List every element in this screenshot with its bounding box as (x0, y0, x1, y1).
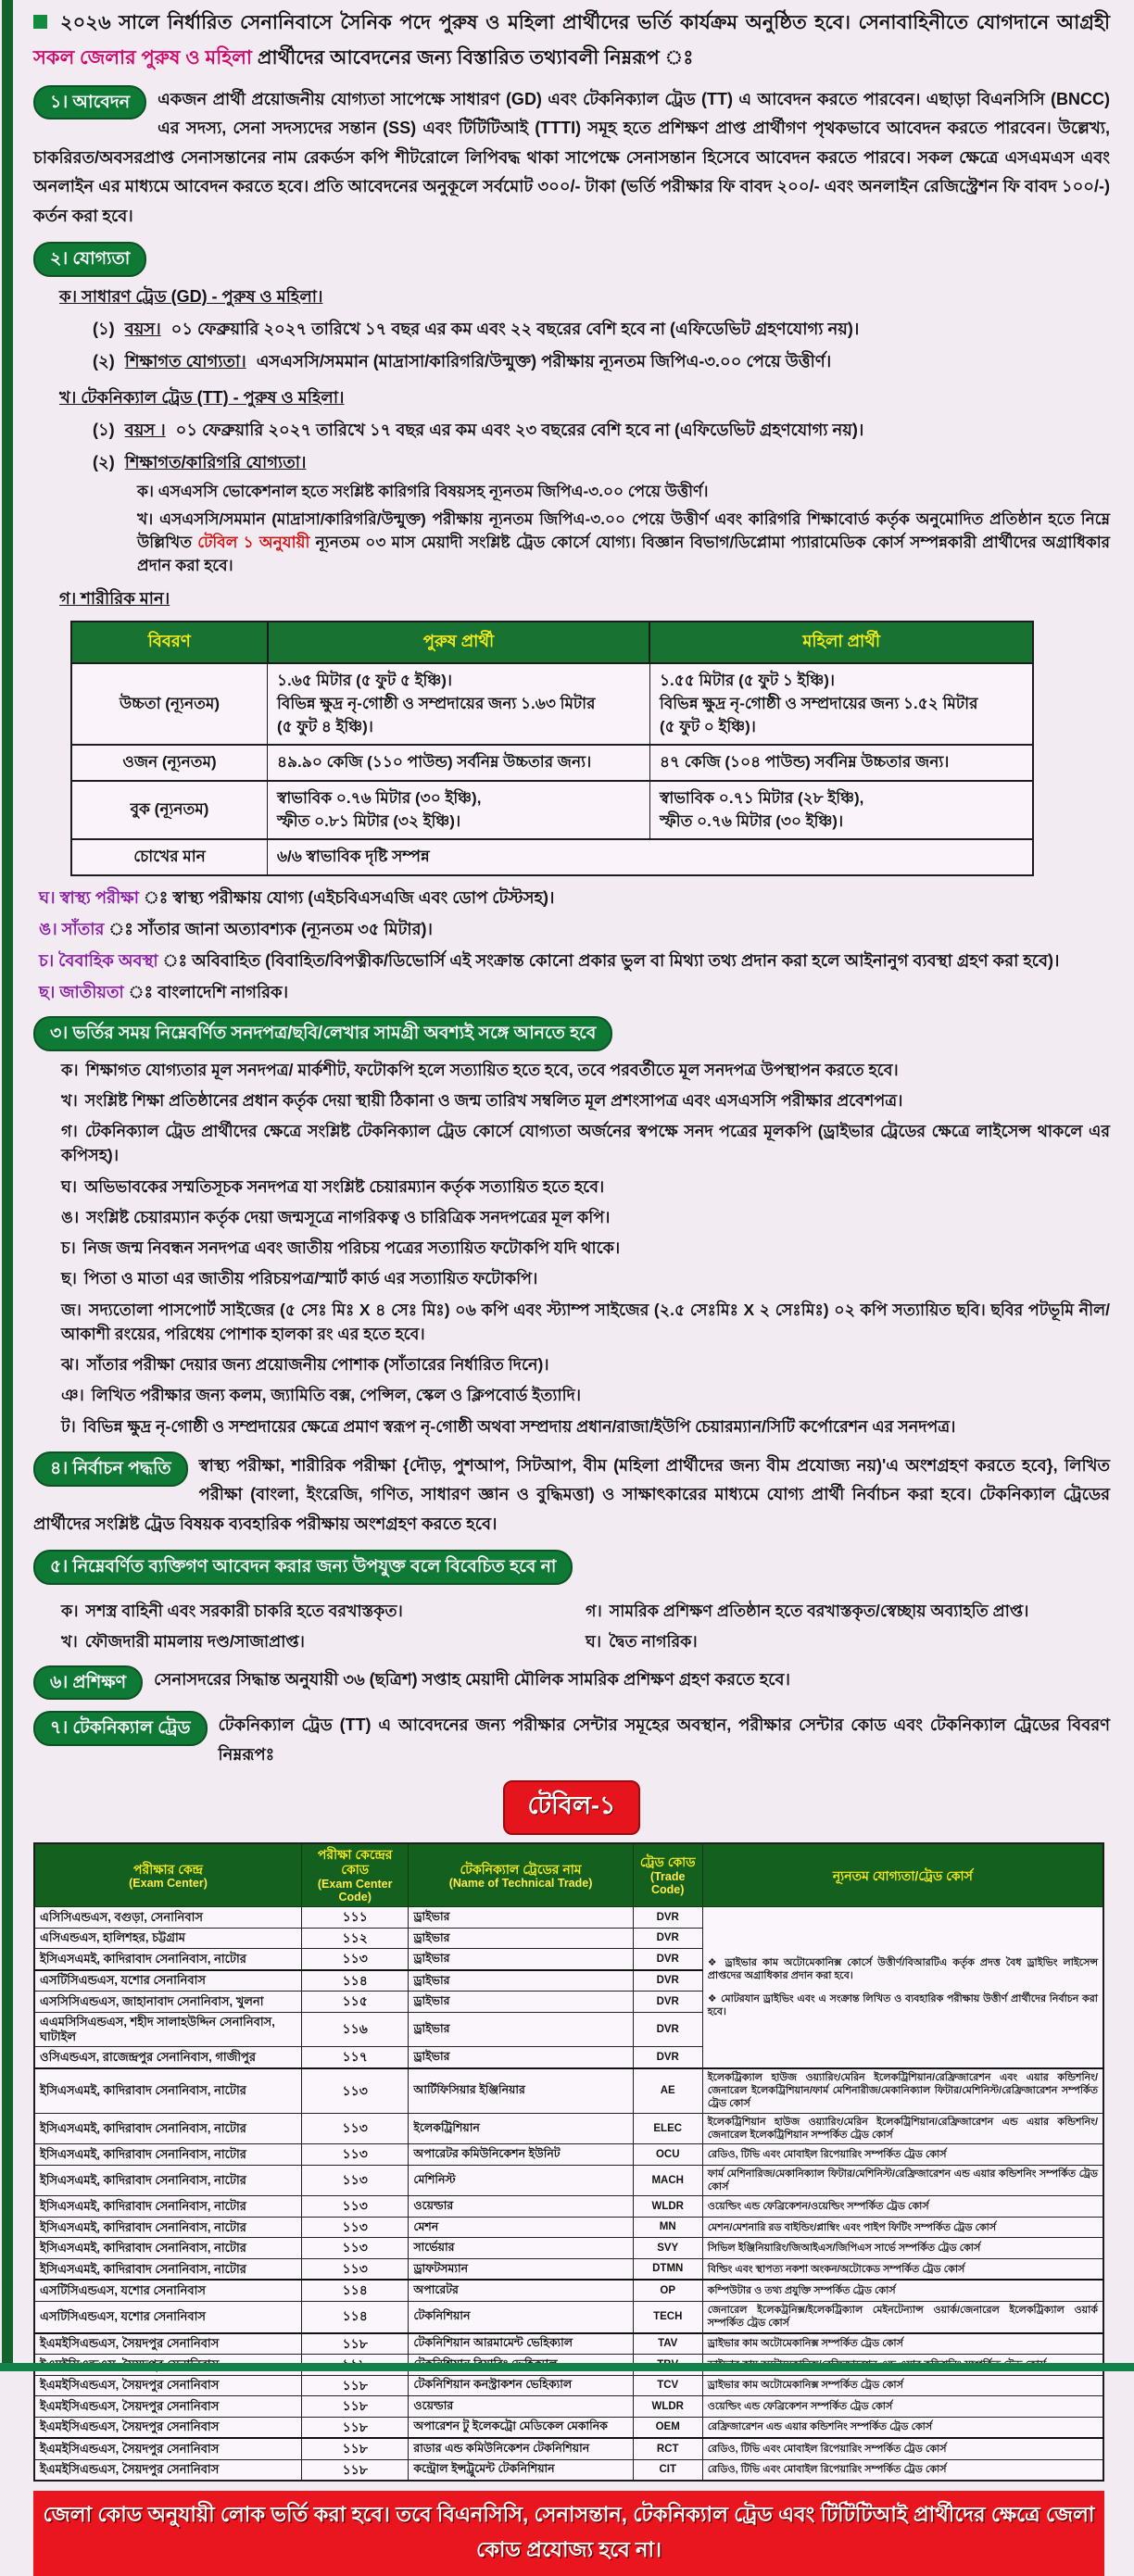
exam-table-col-header: পরীক্ষা কেন্দ্রের কোড (Exam Center Code) (302, 1843, 409, 1906)
center-code-cell: ১১৩ (302, 2196, 409, 2218)
center-code-cell: ১১৪ (302, 2301, 409, 2332)
exam-center-cell: ইসিএসএমই, কাদিরাবাদ সেনানিবাস, নাটোর (34, 2196, 302, 2218)
center-code-cell: ১১৩ (302, 2113, 409, 2144)
list-item (61, 1236, 1110, 1260)
exam-center-cell: এসটিসিএন্ডএস, যশোর সেনানিবাস (34, 2301, 302, 2332)
trade-name-cell: টেকনিশিয়ান কনস্ট্রাকশন ভেহিক্যাল (409, 2375, 633, 2396)
exam-center-cell: ইসিএসএমই, কাদিরাবাদ সেনানিবাস, নাটোর (34, 2217, 302, 2238)
list-item-key: ঝ। (61, 1355, 80, 1375)
center-code-cell: ১১৪ (302, 2280, 409, 2301)
list-item-text: লিখিত পরীক্ষার জন্য কলম, জ্যামিতি বক্স, পেন্সিল, স্কেল ও ক্লিপবোর্ড ইত্যাদি। (91, 1386, 582, 1405)
tt-edu-title: (২) শিক্ষাগত/কারিগরি যোগ্যতা। (93, 452, 307, 471)
list-item-text: সংশ্লিষ্ট শিক্ষা প্রতিষ্ঠানের প্রধান কর্তৃক দেয়া স্থায়ী ঠিকানা ও জন্ম তারিখ সম্বলিত মূল প্রশংসাপত্র এবং এসএসসি পরীক্ষার প্রবেশপত্র। (84, 1090, 903, 1110)
list-item-key: খ। (61, 1632, 78, 1652)
page-bottom-border (0, 2363, 1134, 2371)
notice-content (33, 6, 1110, 2576)
eligibility-extra-item (39, 886, 1110, 911)
eligibility-extra-item (39, 917, 1110, 942)
section-7-body: টেকনিক্যাল ট্রেড (TT) এ আবেদনের জন্য পরীক্ষার সেন্টার সমূহের অবস্থান, পরীক্ষার সেন্টার কোড এবং টেকনিক্যাল ট্রেডের বিবরণ নিম্নরূপঃ (218, 1715, 1110, 1764)
trade-name-cell: অপারেটর কমিউনিকেশন ইউনিট (409, 2144, 633, 2166)
trade-name-cell: টেকনিশিয়ান আরমামেন্ট ভেহিক্যাল (409, 2333, 633, 2355)
extra-item-text: ঃ অবিবাহিত (বিবাহিত/বিপত্নীক/ডিভোর্সি এই সংক্রান্ত কোনো প্রকার ভুল বা মিথ্যা তথ্য প্রদান করা হলে আইনানুগ ব্যবস্থা গ্রহণ করা হবে)। (187, 950, 1060, 970)
physical-table-col-header: পুরুষ প্রার্থী (268, 622, 650, 663)
section-6-body: সেনাসদরের সিদ্ধান্ত অনুযায়ী ৩৬ (ছত্রিশ) সপ্তাহ মেয়াদী মৌলিক সামরিক প্রশিক্ষণ গ্রহণ করতে হবে। (154, 1669, 790, 1689)
trade-code-cell: DVR (633, 1928, 702, 1949)
list-item-key: ছ। (61, 1269, 77, 1288)
exam-center-trade-table (33, 1842, 1104, 2482)
list-item-key: খ। (61, 1090, 78, 1110)
tt-age: (১) বয়স । ০১ ফেব্রুয়ারি ২০২৭ তারিখে ১৭ বছর এর কম এবং ২৩ বছরের বেশি হবে না (এফিডেভিট গ্রহণযোগ্য নয়)। (93, 420, 864, 439)
qualification-cell: কম্পিউটার ও তথ্য প্রযুক্তি সম্পর্কিত ট্রেড কোর্স (702, 2280, 1103, 2301)
list-item (61, 1058, 1110, 1082)
physical-female-value: ১.৫৫ মিটার (৫ ফুট ১ ইঞ্চি)। বিভিন্ন ক্ষুদ্র নৃ-গোষ্ঠী ও সম্প্রদায়ের জন্য ১.৫২ মিটার (৫ ফুট ০ ইঞ্চি)। (649, 663, 1033, 745)
exam-table-col-header: ট্রেড কোড (Trade Code) (633, 1843, 702, 1906)
qualification-cell: ইলেকট্রিক্যাল হাউজ ওয়্যারিং/মেরিন ইলেকট্রিশিয়ান/রেফ্রিজারেশন এবং এয়ার কন্ডিশনিং/জেনারেল ইলেকট্রিশিয়ান/ফার্ম মেশিনারীজ/মেকানিক্যাল ফিটার/মেশিনিস্ট/রেফ্রিজারেশন সম্পর্কিত ট্রেড কোর্স (702, 2068, 1103, 2113)
exam-center-cell: ইসিএসএমই, কাদিরাবাদ সেনানিবাস, নাটোর (34, 2258, 302, 2280)
list-item-text: ফৌজদারী মামলায় দণ্ড/সাজাপ্রাপ্ত। (84, 1632, 305, 1652)
center-code-cell: ১১৩ (302, 2258, 409, 2280)
trade-code-cell: TCV (633, 2375, 702, 2396)
center-code-cell: ১১৩ (302, 2068, 409, 2113)
trade-name-cell: টেকনিশিয়ান (409, 2301, 633, 2332)
exam-table-row (34, 2417, 1103, 2438)
list-item-text: শিক্ষাগত যোগ্যতার মূল সনদপত্র/ মার্কশীট, ফটোকপি হলে সত্যায়িত হতে হবে, তবে পরবর্তীতে মূল সনদপত্র উপস্থাপন করতে হবে। (85, 1060, 899, 1079)
intro-line1: ২০২৬ সালে নির্ধারিত সেনানিবাসে সৈনিক পদে পুরুষ ও মহিলা প্রার্থীদের ভর্তি কার্যক্রম অনুষ্ঠিত হবে। সেনাবাহিনীতে যোগদানে আগ্রহী (60, 12, 1110, 33)
trade-code-cell: OCU (633, 2144, 702, 2166)
list-item (61, 1088, 1110, 1112)
exam-table-row (34, 2144, 1103, 2166)
square-bullet-icon (33, 15, 47, 29)
list-item (61, 1629, 563, 1653)
section-5-right-column (586, 1592, 1110, 1654)
center-code-cell: ১১৮ (302, 2333, 409, 2355)
list-item (61, 1298, 1110, 1347)
list-item-text: অভিভাবকের সম্মতিসূচক সনদপত্র যা সংশ্লিষ্ট চেয়ারম্যান কর্তৃক সত্যায়িত হতে হবে। (84, 1176, 605, 1196)
trade-code-cell: DVR (633, 1970, 702, 1992)
trade-code-cell: OEM (633, 2417, 702, 2438)
exam-center-cell: ইসিএসএমই, কাদিরাবাদ সেনানিবাস, নাটোর (34, 2144, 302, 2166)
qualification-cell: ইলেকট্রিশিয়ান হাউজ ওয়্যারিং/মেরিন ইলেকট্রিশিয়ান/রেফ্রিজারেশন এন্ড এয়ার কন্ডিশনিং/জেনারেল ইলেকট্রিশিয়ান সম্পর্কিত ট্রেড কোর্স (702, 2113, 1103, 2144)
trade-code-cell: OP (633, 2280, 702, 2301)
intro-highlight: সকল জেলার পুরুষ ও মহিলা (33, 46, 252, 69)
extra-item-key: ছ। (39, 982, 60, 1001)
list-item-text: সাঁতার পরীক্ষা দেয়ার জন্য প্রয়োজনীয় পোশাক (সাঁতারের নির্ধারিত দিনে)। (86, 1355, 549, 1375)
extra-item-label: বৈবাহিক অবস্থা (58, 950, 158, 970)
extra-item-key: চ। (39, 950, 59, 970)
table1-reference: টেবিল ১ অনুযায়ী (197, 534, 310, 552)
list-item-key: ট। (61, 1416, 76, 1436)
section-6 (33, 1665, 1110, 1703)
trade-name-cell: ড্রাফটসম্যান (409, 2258, 633, 2280)
trade-code-cell: MN (633, 2217, 702, 2238)
exam-table-header-row (34, 1843, 1103, 1906)
section-7-heading: ৭। টেকনিক্যাল ট্রেড (33, 1711, 208, 1746)
trade-name-cell: ড্রাইভার (409, 1928, 633, 1949)
list-item-text: সংশ্লিষ্ট চেয়ারম্যান কর্তৃক দেয়া জন্মসূত্রে নাগরিকত্ব ও চারিত্রিক সনদপত্রের মূল কপি। (86, 1207, 611, 1226)
center-code-cell: ১১১ (302, 1907, 409, 1929)
physical-row-label: বুক (ন্যূনতম) (71, 781, 268, 839)
trade-code-cell: DVR (633, 1992, 702, 2013)
qualification-cell: সিভিল ইঞ্জিনিয়ারিং/জিআইএস/জিপিএস সার্ভে সম্পর্কিত ট্রেড কোর্স (702, 2238, 1103, 2259)
exam-center-cell: এএমসিসিএন্ডএস, শহীদ সালাহউদ্দিন সেনানিবাস, ঘাটাইল (34, 2012, 302, 2047)
exam-table-row (34, 2238, 1103, 2259)
tt-edu-item-b: খ। এসএসসি/সমমান (মাদ্রাসা/কারিগরি/উন্মুক্ত) পরীক্ষায় ন্যূনতম জিপিএ-৩.০০ পেয়ে উত্তীর্ণ এবং কারিগরি শিক্ষাবোর্ড কর্তৃক অনুমোদিত প্রতিষ্ঠান হতে নিম্নে উল্লিখিত টেবিল ১ অনুযায়ী ন্যূনতম ০৩ মাস মেয়াদী সংশ্লিষ্ট ট্রেড কোর্সে যোগ্য। বিজ্ঞান বিভাগ/ডিপ্লোমা প্যারামেডিক কোর্স সম্পন্নকারী প্রার্থীদের অগ্রাধিকার প্রদান করা হবে। (137, 510, 1110, 574)
exam-table-row (34, 2113, 1103, 2144)
qualification-cell: রেডিও, টিভি এবং মোবাইল রিপেয়ারিং সম্পর্কিত ট্রেড কোর্স (702, 2459, 1103, 2481)
exam-table-row (34, 2217, 1103, 2238)
eligibility-extra-item (39, 980, 1110, 1005)
exam-center-cell: ইএমইসিএন্ডএস, সৈয়দপুর সেনানিবাস (34, 2459, 302, 2481)
qualification-cell: রেডিও, টিভি এবং মোবাইল রিপেয়ারিং সম্পর্কিত ট্রেড কোর্স (702, 2144, 1103, 2166)
list-item-text: পিতা ও মাতা এর জাতীয় পরিচয়পত্র/স্মার্ট কার্ড এর সত্যায়িত ফটোকপি। (83, 1269, 538, 1288)
section-4-heading: ৪। নির্বাচন পদ্ধতি (33, 1451, 188, 1487)
exam-center-cell: এসসিসিএন্ডএস, জাহানাবাদ সেনানিবাস, খুলনা (34, 1992, 302, 2013)
qualification-cell: ড্রাইভার কাম অটোমেকানিক্স সম্পর্কিত ট্রেড কোর্স (702, 2375, 1103, 2396)
exam-table-row (34, 2165, 1103, 2196)
trade-code-cell: TECH (633, 2301, 702, 2332)
physical-male-value: ৪৯.৯০ কেজি (১১০ পাউন্ড) সর্বনিম্ন উচ্চতার জন্য। (268, 745, 650, 781)
qualification-cell: ওয়েল্ডিং এন্ড ফেব্রিকেশন সম্পর্কিত ট্রেড কোর্স (702, 2396, 1103, 2418)
section-2-heading: ২। যোগ্যতা (33, 242, 146, 277)
list-item-key: ঙ। (61, 1207, 80, 1226)
physical-male-value: স্বাভাবিক ০.৭৬ মিটার (৩০ ইঞ্চি), স্ফীত ০.৮১ মিটার (৩২ ইঞ্চি)। (268, 781, 650, 839)
list-item-text: সামরিক প্রশিক্ষণ প্রতিষ্ঠান হতে বরখাস্তকৃত/স্বেচ্ছায় অব্যাহতি প্রাপ্ত। (609, 1602, 1029, 1621)
trade-name-cell: অপারেটর (409, 2280, 633, 2301)
exam-table-row (34, 2196, 1103, 2218)
section-5-columns (61, 1592, 1110, 1654)
physical-row-label: চোখের মান (71, 839, 268, 875)
physical-table-row (71, 781, 1033, 839)
intro-paragraph (33, 6, 1110, 76)
tt-title: খ। টেকনিক্যাল ট্রেড (TT) - পুরুষ ও মহিলা। (59, 387, 345, 407)
exam-center-cell: ইসিএসএমই, কাদিরাবাদ সেনানিবাস, নাটোর (34, 2113, 302, 2144)
exam-center-cell: এসিএন্ডএস, হালিশহর, চট্টগ্রাম (34, 1928, 302, 1949)
trade-code-cell: SVY (633, 2238, 702, 2259)
trade-code-cell: AE (633, 2068, 702, 2113)
section-5 (33, 1550, 1110, 1653)
trade-code-cell: WLDR (633, 2396, 702, 2418)
trade-code-cell: CIT (633, 2459, 702, 2481)
section-5-heading: ৫। নিম্নেবর্ণিত ব্যক্তিগণ আবেদন করার জন্য উপযুক্ত বলে বিবেচিত হবে না (33, 1550, 573, 1585)
center-code-cell: ১১৭ (302, 2047, 409, 2068)
extra-item-text: ঃ বাংলাদেশি নাগরিক। (153, 982, 289, 1001)
qualification-cell: মেশন/মেশনারি রড বাইন্ডিং/প্লাম্বিং এবং পাইপ ফিটিং সম্পর্কিত ট্রেড কোর্স (702, 2217, 1103, 2238)
list-item-key: ক। (61, 1602, 79, 1621)
gd-age: (১) বয়স। ০১ ফেব্রুয়ারি ২০২৭ তারিখে ১৭ বছর এর কম এবং ২২ বছরের বেশি হবে না (এফিডেভিট গ্রহণযোগ্য নয়)। (93, 319, 860, 338)
list-item-key: ঞ। (61, 1386, 84, 1405)
physical-table-col-header: বিবরণ (71, 622, 268, 663)
exam-table-row (34, 2375, 1103, 2396)
list-item-key: ঘ। (61, 1176, 78, 1196)
section-3-heading: ৩। ভর্তির সময় নিম্নেবর্ণিত সনদপত্র/ছবি/লেখার সামগ্রী অবশ্যই সঙ্গে আনতে হবে (33, 1016, 612, 1051)
center-code-cell: ১১৩ (302, 2144, 409, 2166)
section-1 (33, 85, 1110, 232)
trade-name-cell: ওয়েল্ডার (409, 2196, 633, 2218)
eligibility-extra-item (39, 949, 1110, 974)
trade-name-cell: ড্রাইভার (409, 2012, 633, 2047)
center-code-cell: ১১৩ (302, 2238, 409, 2259)
list-item (61, 1599, 563, 1623)
page-left-border (2, 0, 13, 2371)
exam-center-cell: এসটিসিএন্ডএস, যশোর সেনানিবাস (34, 1970, 302, 1992)
list-item-key: ঘ। (586, 1632, 602, 1652)
trade-code-cell: DVR (633, 2012, 702, 2047)
exam-table-row (34, 2333, 1103, 2355)
list-item-text: টেকনিক্যাল ট্রেড প্রার্থীদের ক্ষেত্রে সংশ্লিষ্ট টেকনিক্যাল ট্রেড কোর্সে যোগ্যতা অর্জনের স্বপক্ষে সনদ পত্রের মূলকপি (ড্রাইভার ট্রেডের ক্ষেত্রে লাইসেন্স থাকলে এর কপিসহ)। (61, 1122, 1110, 1165)
intro-line2: প্রার্থীদের আবেদনের জন্য বিস্তারিত তথ্যাবলী নিম্নরূপ ঃ (252, 46, 694, 69)
list-item (61, 1266, 1110, 1290)
extra-item-label: স্বাস্থ্য পরীক্ষা (59, 887, 139, 907)
section-6-heading: ৬। প্রশিক্ষণ (33, 1665, 143, 1701)
qualification-cell-merged: ❖ ড্রাইভার কাম অটোমেকানিক্স কোর্সে উত্তীর্ণ/বিআরটিএ কর্তৃক প্রদত্ত বৈধ ড্রাইভিং লাইসেন্স প্রাপ্তদের অগ্রাধিকার প্রদান করা হবে। ❖ মোটরযান ড্রাইভিং এবং এ সংক্রান্ত লিখিত ও ব্যবহারিক পরীক্ষায় উত্তীর্ণ প্রার্থীদের নির্বাচন করা হবে। (702, 1907, 1103, 2068)
exam-center-cell: ওসিএন্ডএস, রাজেন্দ্রপুর সেনানিবাস, গাজীপুর (34, 2047, 302, 2068)
trade-code-cell: WLDR (633, 2196, 702, 2218)
list-item (61, 1175, 1110, 1199)
physical-female-value: স্বাভাবিক ০.৭১ মিটার (২৮ ইঞ্চি), স্ফীত ০.৭৬ মিটার (৩০ ইঞ্চি)। (649, 781, 1033, 839)
gd-edu: (২) শিক্ষাগত যোগ্যতা। এসএসসি/সমমান (মাদ্রাসা/কারিগরি/উন্মুক্ত) পরীক্ষায় ন্যূনতম জিপিএ-৩.০০ পেয়ে উত্তীর্ণ। (93, 351, 832, 371)
exam-center-cell: ইএমইসিএন্ডএস, সৈয়দপুর সেনানিবাস (34, 2396, 302, 2418)
section-3-list (33, 1058, 1110, 1439)
trade-code-cell: RCT (633, 2438, 702, 2459)
physical-female-value: ৪৭ কেজি (১০৪ পাউন্ড) সর্বনিম্ন উচ্চতার জন্য। (649, 745, 1033, 781)
table-1-badge: টেবিল-১ (503, 1780, 639, 1835)
trade-name-cell: সার্ভেয়ার (409, 2238, 633, 2259)
extra-item-text: ঃ সাঁতার জানা অত্যাবশ্যক (ন্যূনতম ৩৫ মিটার)। (132, 919, 433, 938)
list-item-text: নিজ জন্ম নিবন্ধন সনদপত্র এবং জাতীয় পরিচয় পত্রের সত্যায়িত ফটোকপি যদি থাকে। (82, 1238, 621, 1258)
section-3 (33, 1016, 1110, 1439)
trade-code-cell: ELEC (633, 2113, 702, 2144)
exam-table-row (34, 2258, 1103, 2280)
exam-center-cell: ইসিএসএমই, কাদিরাবাদ সেনানিবাস, নাটোর (34, 2238, 302, 2259)
physical-table-header-row (71, 622, 1033, 663)
list-item (61, 1352, 1110, 1376)
section-2 (33, 242, 1110, 1005)
list-item-key: ক। (61, 1060, 79, 1079)
list-item-key: জ। (61, 1300, 82, 1319)
trade-name-cell: মেশিনিস্ট (409, 2165, 633, 2196)
list-item (61, 1205, 1110, 1229)
extra-item-label: সাঁতার (61, 919, 105, 938)
exam-table-col-header: ন্যূনতম যোগ্যতা/ট্রেড কোর্স (702, 1843, 1103, 1906)
list-item (586, 1629, 1088, 1653)
physical-male-value: ১.৬৫ মিটার (৫ ফুট ৫ ইঞ্চি)। বিভিন্ন ক্ষুদ্র নৃ-গোষ্ঠী ও সম্প্রদায়ের জন্য ১.৬৩ মিটার (৫ ফুট ৪ ইঞ্চি)। (268, 663, 650, 745)
extra-item-key: ঙ। (39, 919, 62, 938)
exam-center-cell: ইসিএসএমই, কাদিরাবাদ সেনানিবাস, নাটোর (34, 2068, 302, 2113)
list-item-key: চ। (61, 1238, 76, 1258)
trade-name-cell: কন্ট্রোল ইন্সট্রুমেন্ট টেকনিশিয়ান (409, 2459, 633, 2481)
qualification-cell: রেফ্রিজারেশন এন্ড এয়ার কন্ডিশনিং সম্পর্কিত ট্রেড কোর্স (702, 2417, 1103, 2438)
physical-row-label: ওজন (ন্যূনতম) (71, 745, 268, 781)
center-code-cell: ১১৩ (302, 2217, 409, 2238)
qualification-cell: ওয়েল্ডিং এন্ড ফেব্রিকেশন/ওয়েল্ডিং সম্পর্কিত ট্রেড কোর্স (702, 2196, 1103, 2218)
physical-standards-table (70, 621, 1034, 875)
list-item (61, 1119, 1110, 1168)
gd-age-label: বয়স। (124, 319, 161, 338)
qualification-cell: ফার্ম মেশিনারিজ/মেকানিক্যাল ফিটার/মেশিনিস্ট/রেফ্রিজারেশন এন্ড এয়ার কন্ডিশনিং সম্পর্কিত ট্রেড কোর্স (702, 2165, 1103, 2196)
qualification-cell: বিল্ডিং এবং স্থাপত্য নকশা অংকন/অটোকেড সম্পর্কিত ট্রেড কোর্স (702, 2258, 1103, 2280)
extra-item-label: জাতীয়তা (59, 982, 124, 1001)
trade-name-cell: আর্টিফিসিয়ার ইঞ্জিনিয়ার (409, 2068, 633, 2113)
section-4 (33, 1451, 1110, 1539)
trade-name-cell: রাডার এন্ড কমিউনিকেশন টেকনিশিয়ান (409, 2438, 633, 2459)
extra-item-key: ঘ। (39, 887, 60, 907)
center-code-cell: ১১৮ (302, 2417, 409, 2438)
center-code-cell: ১১৩ (302, 1949, 409, 1970)
exam-center-cell: ইএমইসিএন্ডএস, সৈয়দপুর সেনানিবাস (34, 2333, 302, 2355)
exam-table-row (34, 2438, 1103, 2459)
trade-name-cell: অপারেশন টু ইলেকট্রো মেডিকেল মেকানিক (409, 2417, 633, 2438)
physical-table-row (71, 839, 1033, 875)
trade-name-cell: ড্রাইভার (409, 1949, 633, 1970)
center-code-cell: ১১৪ (302, 1970, 409, 1992)
trade-name-cell: ড্রাইভার (409, 1907, 633, 1929)
physical-table-col-header: মহিলা প্রার্থী (649, 622, 1033, 663)
trade-name-cell: মেশন (409, 2217, 633, 2238)
center-code-cell: ১১৮ (302, 2396, 409, 2418)
exam-table-row (34, 2068, 1103, 2113)
center-code-cell: ১১৩ (302, 2165, 409, 2196)
gd-title: ক। সাধারণ ট্রেড (GD) - পুরুষ ও মহিলা। (59, 286, 323, 306)
exam-center-cell: ইসিএসএমই, কাদিরাবাদ সেনানিবাস, নাটোর (34, 2165, 302, 2196)
qualification-cell: রেডিও, টিভি এবং মোবাইল রিপেয়ারিং সম্পর্কিত ট্রেড কোর্স (702, 2438, 1103, 2459)
list-item-key: গ। (586, 1602, 602, 1621)
trade-code-cell: DTMN (633, 2258, 702, 2280)
exam-center-cell: এসিসিএন্ডএস, বগুড়া, সেনানিবাস (34, 1907, 302, 1929)
center-code-cell: ১১৬ (302, 2012, 409, 2047)
trade-code-cell: DVR (633, 2047, 702, 2068)
trade-name-cell: ড্রাইভার (409, 1970, 633, 1992)
exam-center-cell: ইএমইসিএন্ডএস, সৈয়দপুর সেনানিবাস (34, 2375, 302, 2396)
list-item (61, 1414, 1110, 1439)
gd-edu-label: শিক্ষাগত যোগ্যতা। (124, 351, 246, 371)
section-7 (33, 1711, 1110, 1769)
exam-table-row (34, 1907, 1103, 1929)
exam-center-cell: ইসিএসএমই, কাদিরাবাদ সেনানিবাস, নাটোর (34, 1949, 302, 1970)
tt-age-label: বয়স । (124, 420, 166, 439)
list-item (586, 1599, 1088, 1623)
trade-code-cell: MACH (633, 2165, 702, 2196)
extra-item-text: ঃ স্বাস্থ্য পরীক্ষায় যোগ্য (এইচবিএসএজি এবং ডোপ টেস্টসহ)। (168, 887, 555, 907)
qualification-cell: ড্রাইভার কাম অটোমেকানিক্স সম্পর্কিত ট্রেড কোর্স (702, 2333, 1103, 2355)
trade-code-cell: TAV (633, 2333, 702, 2355)
trade-code-cell: DVR (633, 1949, 702, 1970)
center-code-cell: ১১২ (302, 1928, 409, 1949)
trade-name-cell: ড্রাইভার (409, 2047, 633, 2068)
exam-table-row (34, 2301, 1103, 2332)
section-4-body: স্বাস্থ্য পরীক্ষা, শারীরিক পরীক্ষা {দৌড়, পুশআপ, সিটআপ, বীম (মহিলা প্রার্থীদের জন্য বীম প্রযোজ্য নয়)'এ অংশগ্রহণ করতে হবে}, লিখিত পরীক্ষা (বাংলা, ইংরেজি, গণিত, সাধারণ জ্ঞান ও বুদ্ধিমত্তা) ও সাক্ষাৎকারের মাধ্যমে যোগ্য প্রার্থী নির্বাচন করা হবে। টেকনিক্যাল ট্রেডের প্রার্থীদের সংশ্লিষ্ট ট্রেড বিষয়ক ব্যবহারিক পরীক্ষায় অংশগ্রহণ করতে হবে। (33, 1455, 1110, 1533)
qualification-cell: জেনারেল ইলেকট্রনিক্স/ইলেকট্রিক্যাল মেইনটেন্যান্স ওয়ার্ক/জেনারেল ইলেকট্রিক্যাল ওয়ার্ক সম্পর্কিত ট্রেড কোর্স (702, 2301, 1103, 2332)
physical-table-row (71, 745, 1033, 781)
exam-center-cell: ইএমইসিএন্ডএস, সৈয়দপুর সেনানিবাস (34, 2438, 302, 2459)
section-2-extra-items (33, 886, 1110, 1005)
section-5-left-column (61, 1592, 586, 1654)
list-item-text: সশস্ত্র বাহিনী এবং সরকারী চাকরি হতে বরখাস্তকৃত। (85, 1602, 403, 1621)
center-code-cell: ১১৮ (302, 2459, 409, 2481)
physical-row-value: ৬/৬ স্বাভাবিক দৃষ্টি সম্পন্ন (268, 839, 1034, 875)
exam-center-cell: ইএমইসিএন্ডএস, সৈয়দপুর সেনানিবাস (34, 2417, 302, 2438)
center-code-cell: ১১৫ (302, 1992, 409, 2013)
list-item-text: সদ্যতোলা পাসপোর্ট সাইজের (৫ সেঃ মিঃ X ৪ সেঃ মিঃ) ০৬ কপি এবং স্ট্যাম্প সাইজের (২.৫ সেঃমিঃ X ২ সেঃমিঃ) ০২ কপি সত্যায়িত ছবি। ছবির পটভূমি নীল/আকাশী রংয়ের, পরিধেয় পোশাক হালকা রং এর হতে হবে। (61, 1300, 1110, 1343)
trade-name-cell: ইলেকট্রিশিয়ান (409, 2113, 633, 2144)
exam-table-col-header: টেকনিক্যাল ট্রেডের নাম (Name of Technical Trade) (409, 1843, 633, 1906)
center-code-cell: ১১৮ (302, 2375, 409, 2396)
trade-name-cell: ওয়েল্ডার (409, 2396, 633, 2418)
trade-name-cell: ড্রাইভার (409, 1992, 633, 2013)
physical-standards-title: গ। শারীরিক মান। (59, 589, 170, 609)
district-code-footer: জেলা কোড অনুযায়ী লোক ভর্তি করা হবে। তবে বিএনসিসি, সেনাসন্তান, টেকনিক্যাল ট্রেড এবং টিটিটিআই প্রার্থীদের ক্ষেত্রে জেলা কোড প্রযোজ্য হবে না। (33, 2491, 1104, 2576)
physical-table-row (71, 663, 1033, 745)
section-1-heading: ১। আবেদন (33, 85, 146, 120)
section-1-body: একজন প্রার্থী প্রয়োজনীয় যোগ্যতা সাপেক্ষে সাধারণ (GD) এবং টেকনিক্যাল ট্রেড (TT) এ আবেদন করতে পারবেন। এছাড়া বিএনসিসি (BNCC) এর সদস্য, সেনা সদস্যদের সন্তান (SS) এবং টিটিটিআই (TTTI) সমূহ হতে প্রশিক্ষণ প্রাপ্ত প্রার্থীগণ পৃথকভাবে আবেদন করতে পারবেন। উল্লেখ্য, চাকরিরত/অবসরপ্রাপ্ত সেনাসন্তানের নাম রেকর্ডস কপি শীটরোলে লিপিবদ্ধ থাকা সাপেক্ষে সেনাসন্তান হিসেবে আবেদন করতে পারবে। সকল ক্ষেত্রে এসএমএস এবং অনলাইন এর মাধ্যমে আবেদন করতে হবে। প্রতি আবেদনের অনুকূলে সর্বমোট ৩০০/- টাকা (ভর্তি পরীক্ষার ফি বাবদ ২০০/- এবং অনলাইন রেজিস্ট্রেশন ফি বাবদ ১০০/-) কর্তন করা হবে। (33, 89, 1110, 225)
list-item-text: দ্বৈত নাগরিক। (609, 1632, 698, 1652)
tt-edu-item-a: ক। এসএসসি ভোকেশনাল হতে সংশ্লিষ্ট কারিগরি বিষয়সহ ন্যূনতম জিপিএ-৩.০০ পেয়ে উত্তীর্ণ। (137, 482, 709, 500)
trade-code-cell: DVR (633, 1907, 702, 1929)
list-item-key: গ। (61, 1122, 78, 1141)
exam-table-row (34, 2396, 1103, 2418)
exam-table-col-header: পরীক্ষার কেন্দ্র (Exam Center) (34, 1843, 302, 1906)
physical-row-label: উচ্চতা (ন্যূনতম) (71, 663, 268, 745)
list-item-text: বিভিন্ন ক্ষুদ্র নৃ-গোষ্ঠী ও সম্প্রদায়ের ক্ষেত্রে প্রমাণ স্বরূপ নৃ-গোষ্ঠী অথবা সম্প্রদায় প্রধান/রাজা/ইউপি চেয়ারম্যান/সিটি কর্পোরেশন এর সনদপত্র। (82, 1416, 956, 1436)
list-item (61, 1383, 1110, 1407)
exam-table-row (34, 2459, 1103, 2481)
center-code-cell: ১১৮ (302, 2438, 409, 2459)
exam-table-row (34, 2280, 1103, 2301)
exam-center-cell: এসটিসিএন্ডএস, যশোর সেনানিবাস (34, 2280, 302, 2301)
